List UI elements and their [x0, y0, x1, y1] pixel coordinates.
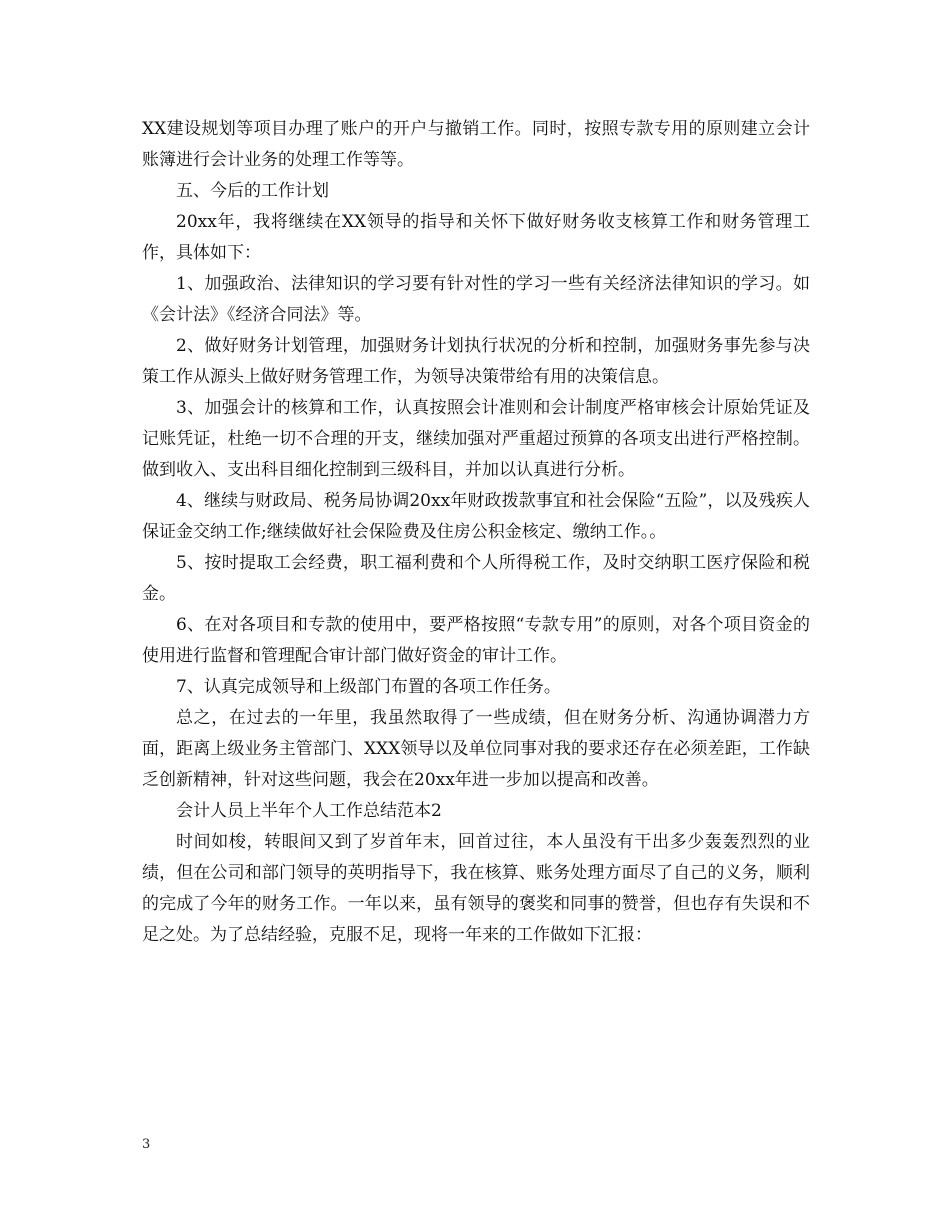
- paragraph: 20xx年，我将继续在XX领导的指导和关怀下做好财务收支核算工作和财务管理工作，具体如下：: [142, 212, 810, 263]
- section-title: 会计人员上半年个人工作总结范本2: [176, 801, 442, 821]
- list-item: 1、加强政治、法律知识的学习要有针对性的学习一些有关经济法律知识的学习。如《会计法》《经济合同法》等。: [142, 274, 810, 325]
- list-item: 3、加强会计的核算和工作，认真按照会计准则和会计制度严格审核会计原始凭证及记账凭证，杜绝一切不合理的开支，继续加强对严重超过预算的各项支出进行严格控制。做到收入、支出科目细化控制到三级科目，并加以认真进行分析。: [142, 398, 810, 480]
- list-item: 5、按时提取工会经费，职工福利费和个人所得税工作，及时交纳职工医疗保险和税金。: [142, 553, 810, 604]
- section-heading: 五、今后的工作计划: [176, 181, 329, 201]
- document-body: [142, 114, 810, 951]
- page-number: 3: [142, 1137, 151, 1152]
- paragraph: 总之，在过去的一年里，我虽然取得了一些成绩，但在财务分析、沟通协调潜力方面，距离上级业务主管部门、XXX领导以及单位同事对我的要求还存在必须差距，工作缺乏创新精神，针对这些问题，我会在20xx年进一步加以提高和改善。: [142, 708, 810, 790]
- list-item: 7、认真完成领导和上级部门布置的各项工作任务。: [176, 677, 561, 697]
- list-item: 4、继续与财政局、税务局协调20xx年财政拨款事宜和社会保险“五险”，以及残疾人保证金交纳工作;继续做好社会保险费及住房公积金核定、缴纳工作。。: [142, 491, 810, 542]
- list-item: 6、在对各项目和专款的使用中，要严格按照“专款专用”的原则，对各个项目资金的使用进行监督和管理配合审计部门做好资金的审计工作。: [142, 615, 810, 666]
- paragraph: XX建设规划等项目办理了账户的开户与撤销工作。同时，按照专款专用的原则建立会计账簿进行会计业务的处理工作等等。: [142, 119, 810, 170]
- list-item: 2、做好财务计划管理，加强财务计划执行状况的分析和控制，加强财务事先参与决策工作从源头上做好财务管理工作，为领导决策带给有用的决策信息。: [142, 336, 810, 387]
- paragraph: 时间如梭，转眼间又到了岁首年末，回首过往，本人虽没有干出多少轰轰烈烈的业绩，但在公司和部门领导的英明指导下，我在核算、账务处理方面尽了自己的义务，顺利的完成了今年的财务工作。一年以来，虽有领导的褒奖和同事的赞誉，但也存有失误和不足之处。为了总结经验，克服不足，现将一年来的工作做如下汇报：: [142, 832, 810, 945]
